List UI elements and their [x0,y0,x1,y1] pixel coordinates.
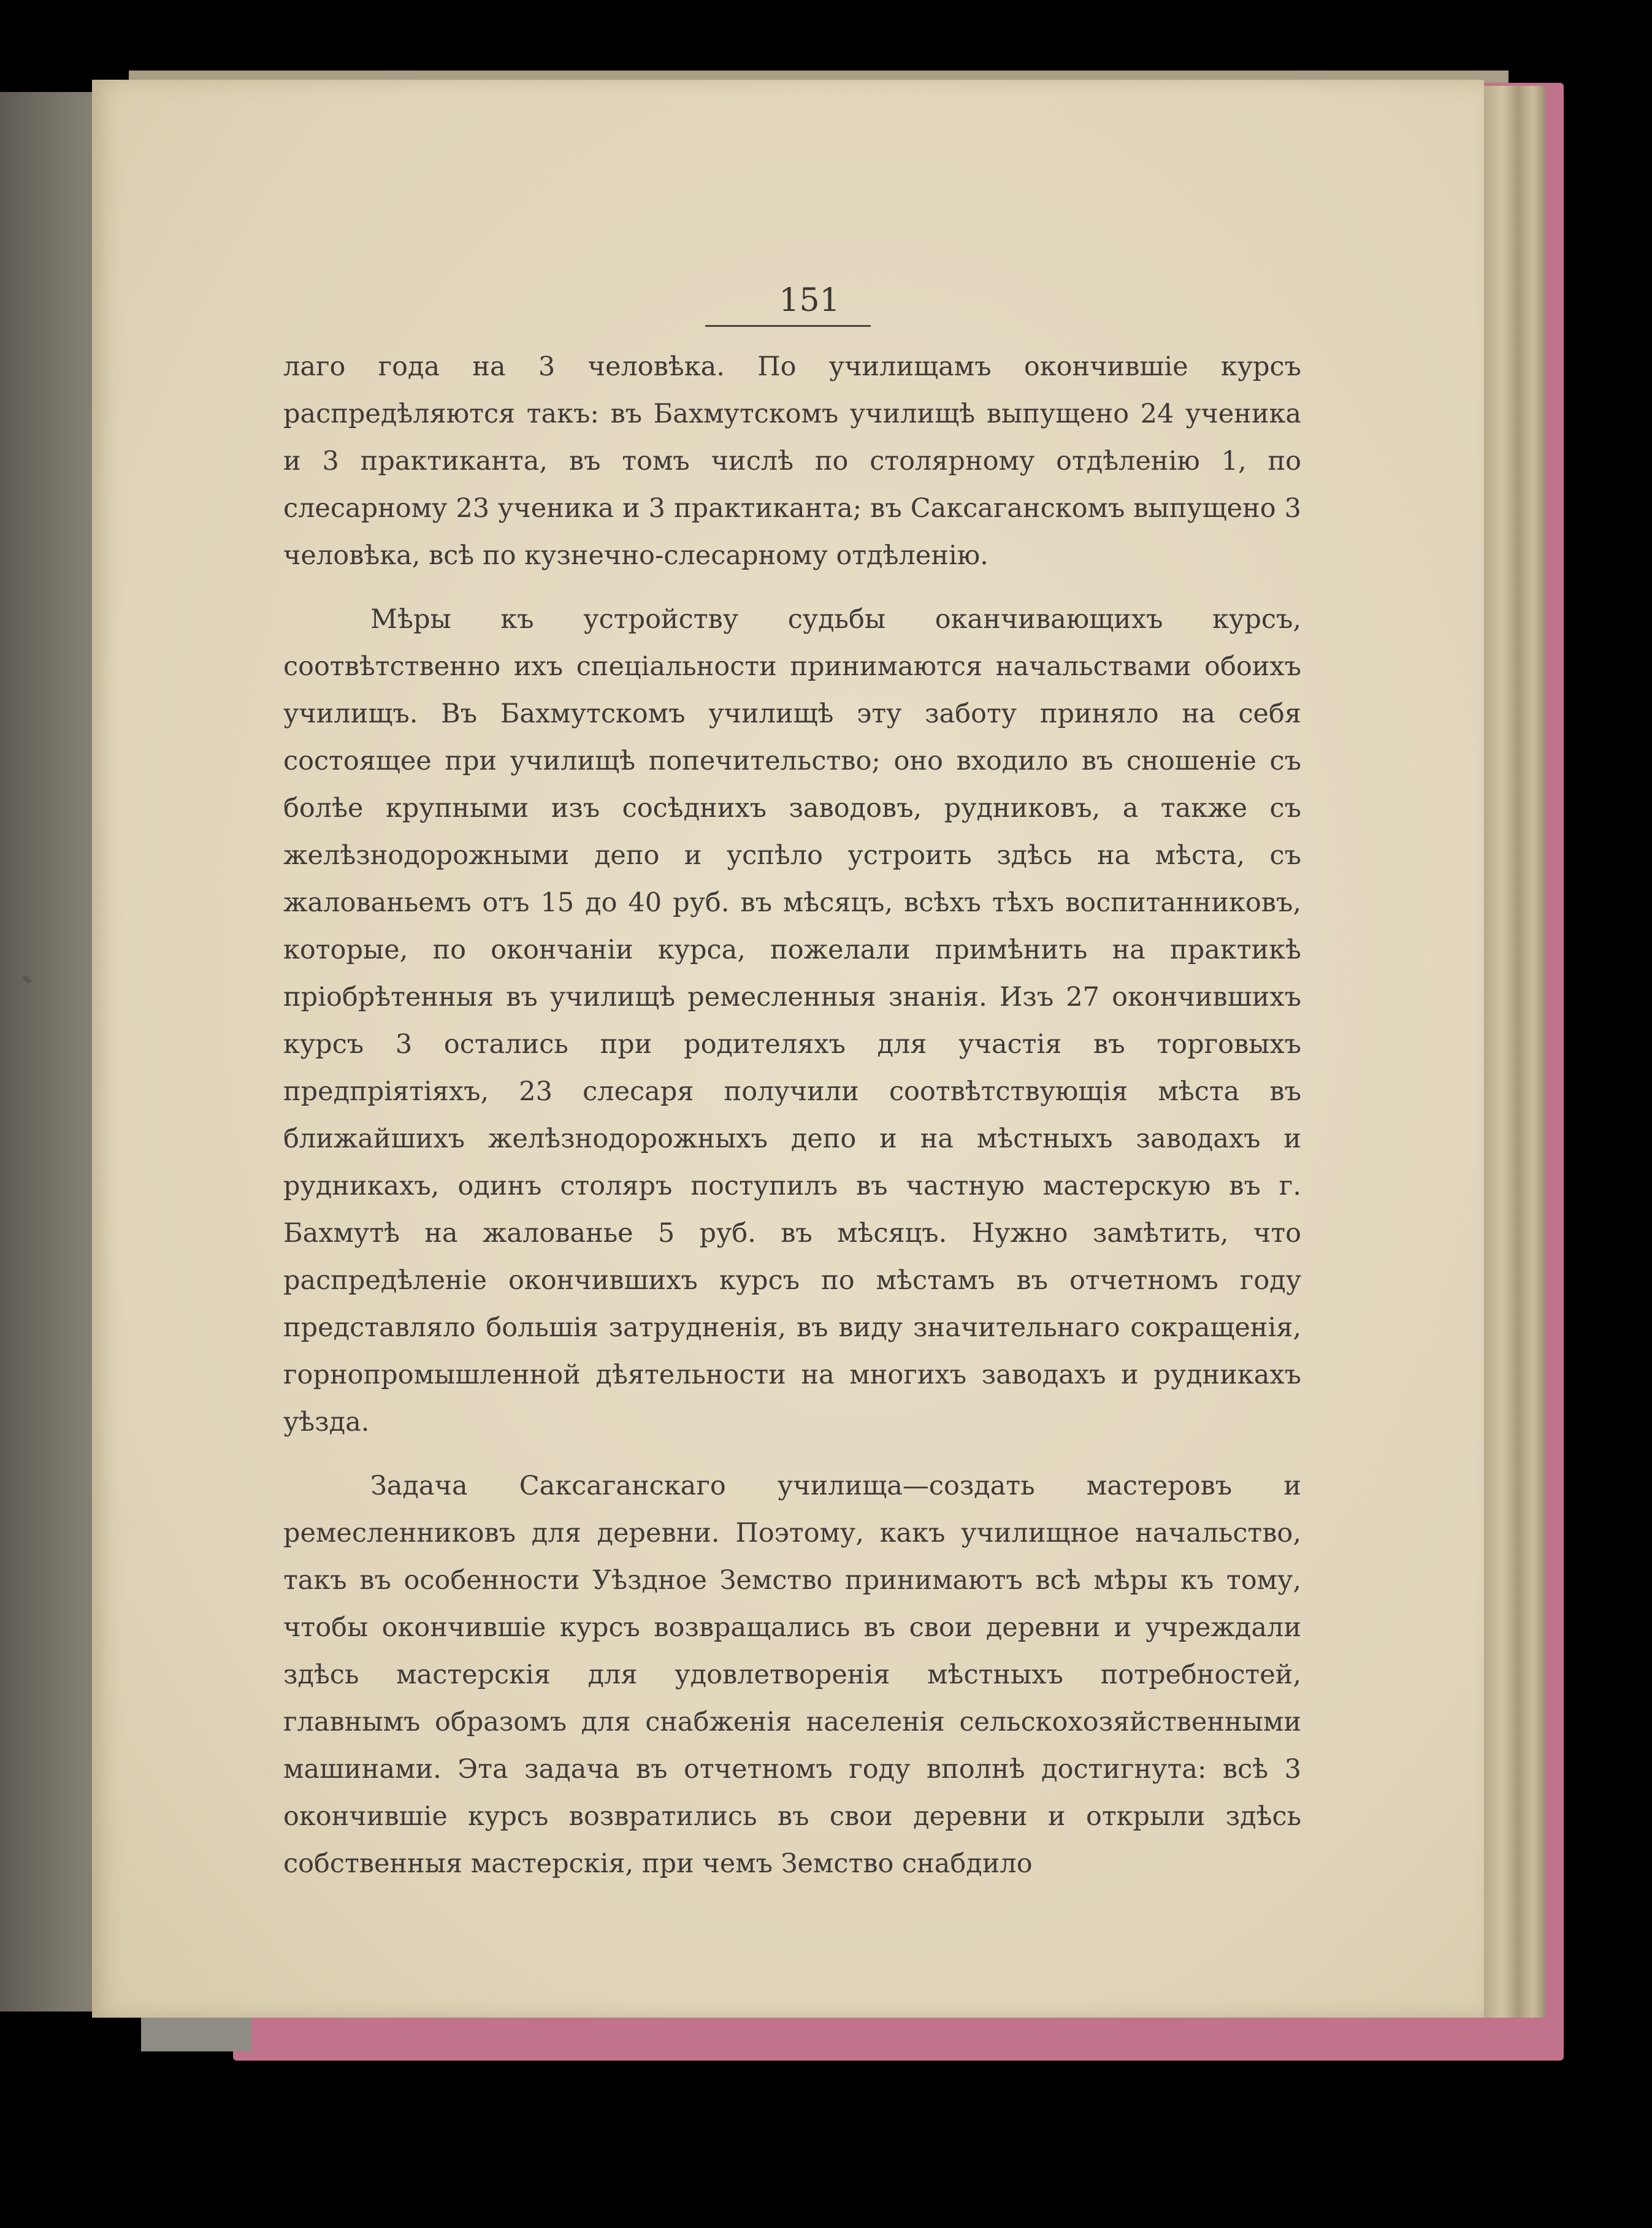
page-number: 151 [779,282,840,319]
paragraph-2: Мѣры къ устройству судьбы оканчивающихъ курсъ, соотвѣтственно ихъ спеціальности принимаются начальствами обоихъ училищъ. Въ Бахмутскомъ училищѣ эту заботу приняло на себя состоящее при училищѣ попечительство; оно входило въ сношеніе съ болѣе крупными изъ сосѣднихъ заводовъ, рудниковъ, а также съ желѣзнодорожными депо и успѣло устроить здѣсь на мѣста, съ жалованьемъ отъ 15 до 40 руб. въ мѣсяцъ, всѣхъ тѣхъ воспитанниковъ, которые, по окончаніи курса, пожелали примѣнить на практикѣ пріобрѣтенныя въ училищѣ ремесленныя знанія. Изъ 27 окончившихъ курсъ 3 остались при родителяхъ для участія въ торговыхъ предпріятіяхъ, 23 слесаря получили соотвѣтствующія мѣста въ ближайшихъ желѣзнодорожныхъ депо и на мѣстныхъ заводахъ и рудникахъ, одинъ столяръ поступилъ въ частную мастерскую въ г. Бахмутѣ на жалованье 5 руб. въ мѣсяцъ. Нужно замѣтить, что распредѣленіе окончившихъ курсъ по мѣстамъ въ отчетномъ году представляло большія затрудненія, въ виду значительнаго сокращенія, горнопромышленной дѣятельности на многихъ заводахъ и рудникахъ уѣзда. [283,604,1301,1437]
page-edges [1484,86,1545,2018]
paragraph-1: лаго года на 3 человѣка. По училищамъ окончившіе курсъ распредѣляются такъ: въ Бахмутскомъ училищѣ выпущено 24 ученика и 3 практиканта, въ томъ числѣ по столярному отдѣленію 1, по слесарному 23 ученика и 3 практиканта; въ Саксаганскомъ выпущено 3 человѣка, всѣ по кузнечно-слесарному отдѣленію. [283,351,1301,571]
page-number-rule [705,325,871,327]
body-text [283,343,1301,1888]
paragraph-3: Задача Саксаганскаго училища—создать мастеровъ и ремесленниковъ для деревни. Поэтому, какъ училищное начальство, такъ въ особенности Уѣздное Земство принимаютъ всѣ мѣры къ тому, чтобы окончившіе курсъ возвращались въ свои деревни и учреждали здѣсь мастерскія для удовлетворенія мѣстныхъ потребностей, главнымъ образомъ для снабженія населенія сельскохозяйственными машинами. Эта задача въ отчетномъ году вполнѣ достигнута: всѣ 3 окончившіе курсъ возвратились въ свои деревни и открыли здѣсь собственныя мастерскія, при чемъ Земство снабдило [283,1471,1301,1879]
book-page [92,80,1484,2018]
